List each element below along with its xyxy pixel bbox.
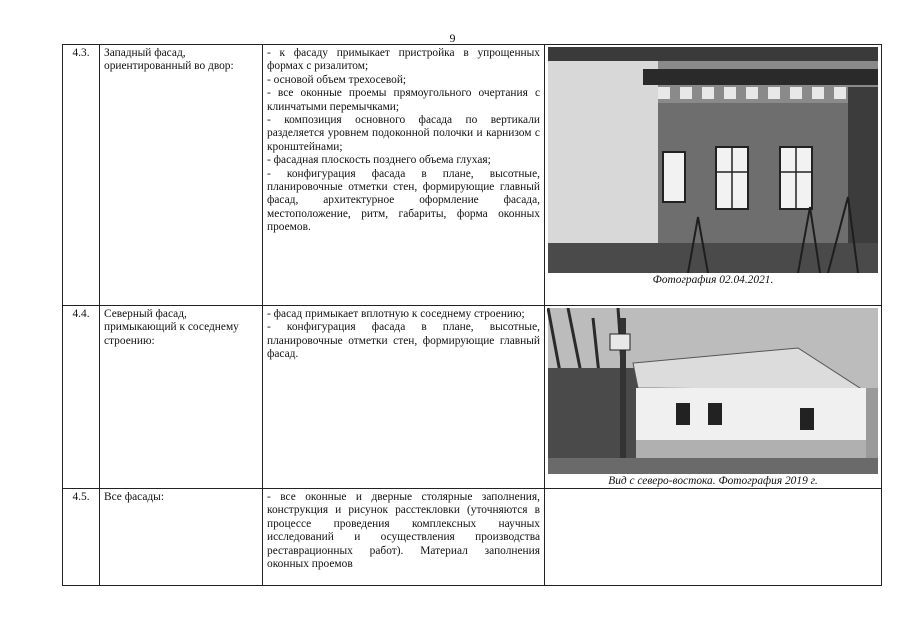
west-facade-photo xyxy=(547,47,879,273)
table-row-4-3 xyxy=(63,45,882,306)
table-row-4-4 xyxy=(63,306,882,489)
list-item: - все оконные проемы прямоугольного очертания с клинчатыми перемычками; xyxy=(267,87,540,113)
list-item: - фасадная плоскость позднего объема глухая; xyxy=(267,154,491,167)
row-number: 4.3. xyxy=(63,45,100,306)
photo-caption: Вид с северо-востока. Фотография 2019 г. xyxy=(608,475,818,487)
row-photo-cell xyxy=(545,45,882,306)
table-row-4-5 xyxy=(63,489,882,586)
row-element: Все фасады: xyxy=(100,489,263,586)
list-item: - фасад примыкает вплотную к соседнему строению; xyxy=(267,308,525,320)
row-element: Западный фасад, ориентированный во двор: xyxy=(100,45,263,306)
list-item: - композиция основного фасада по вертикали разделяется уровнем подоконной полочки и карнизом с кронштейнами; xyxy=(267,114,540,153)
facade-table xyxy=(62,44,882,586)
list-item: - все оконные и дверные столярные заполнения, конструкция и рисунок расстекловки (уточняются в процессе проведения комплексных научных исследований и осуществления производства реставрационных работ). Материал заполнения оконных проемов xyxy=(267,491,540,571)
row-number: 4.4. xyxy=(63,306,100,489)
list-item: - конфигурация фасада в плане, высотные, планировочные отметки стен, формирующие главный фасад. xyxy=(267,321,540,361)
row-number: 4.5. xyxy=(63,489,100,586)
row-description xyxy=(263,45,545,306)
list-item: - основой объем трехосевой; xyxy=(267,73,407,86)
list-item: - к фасаду примыкает пристройка в упрощенных формах с ризалитом; xyxy=(267,47,540,73)
row-photo-cell xyxy=(545,489,882,586)
row-element: Северный фасад, примыкающий к соседнему строению: xyxy=(100,306,263,489)
row-description xyxy=(263,306,545,489)
photo-caption: Фотография 02.04.2021. xyxy=(652,274,774,286)
row-description xyxy=(263,489,545,586)
list-item: - конфигурация фасада в плане, высотные, планировочные отметки стен, формирующие главный фасад, архитектурное оформление фасада, местоположение, ритм, габариты, форма оконных проемов. xyxy=(267,167,540,234)
north-facade-photo xyxy=(547,308,879,474)
page-number: 9 xyxy=(449,31,456,45)
row-photo-cell xyxy=(545,306,882,489)
